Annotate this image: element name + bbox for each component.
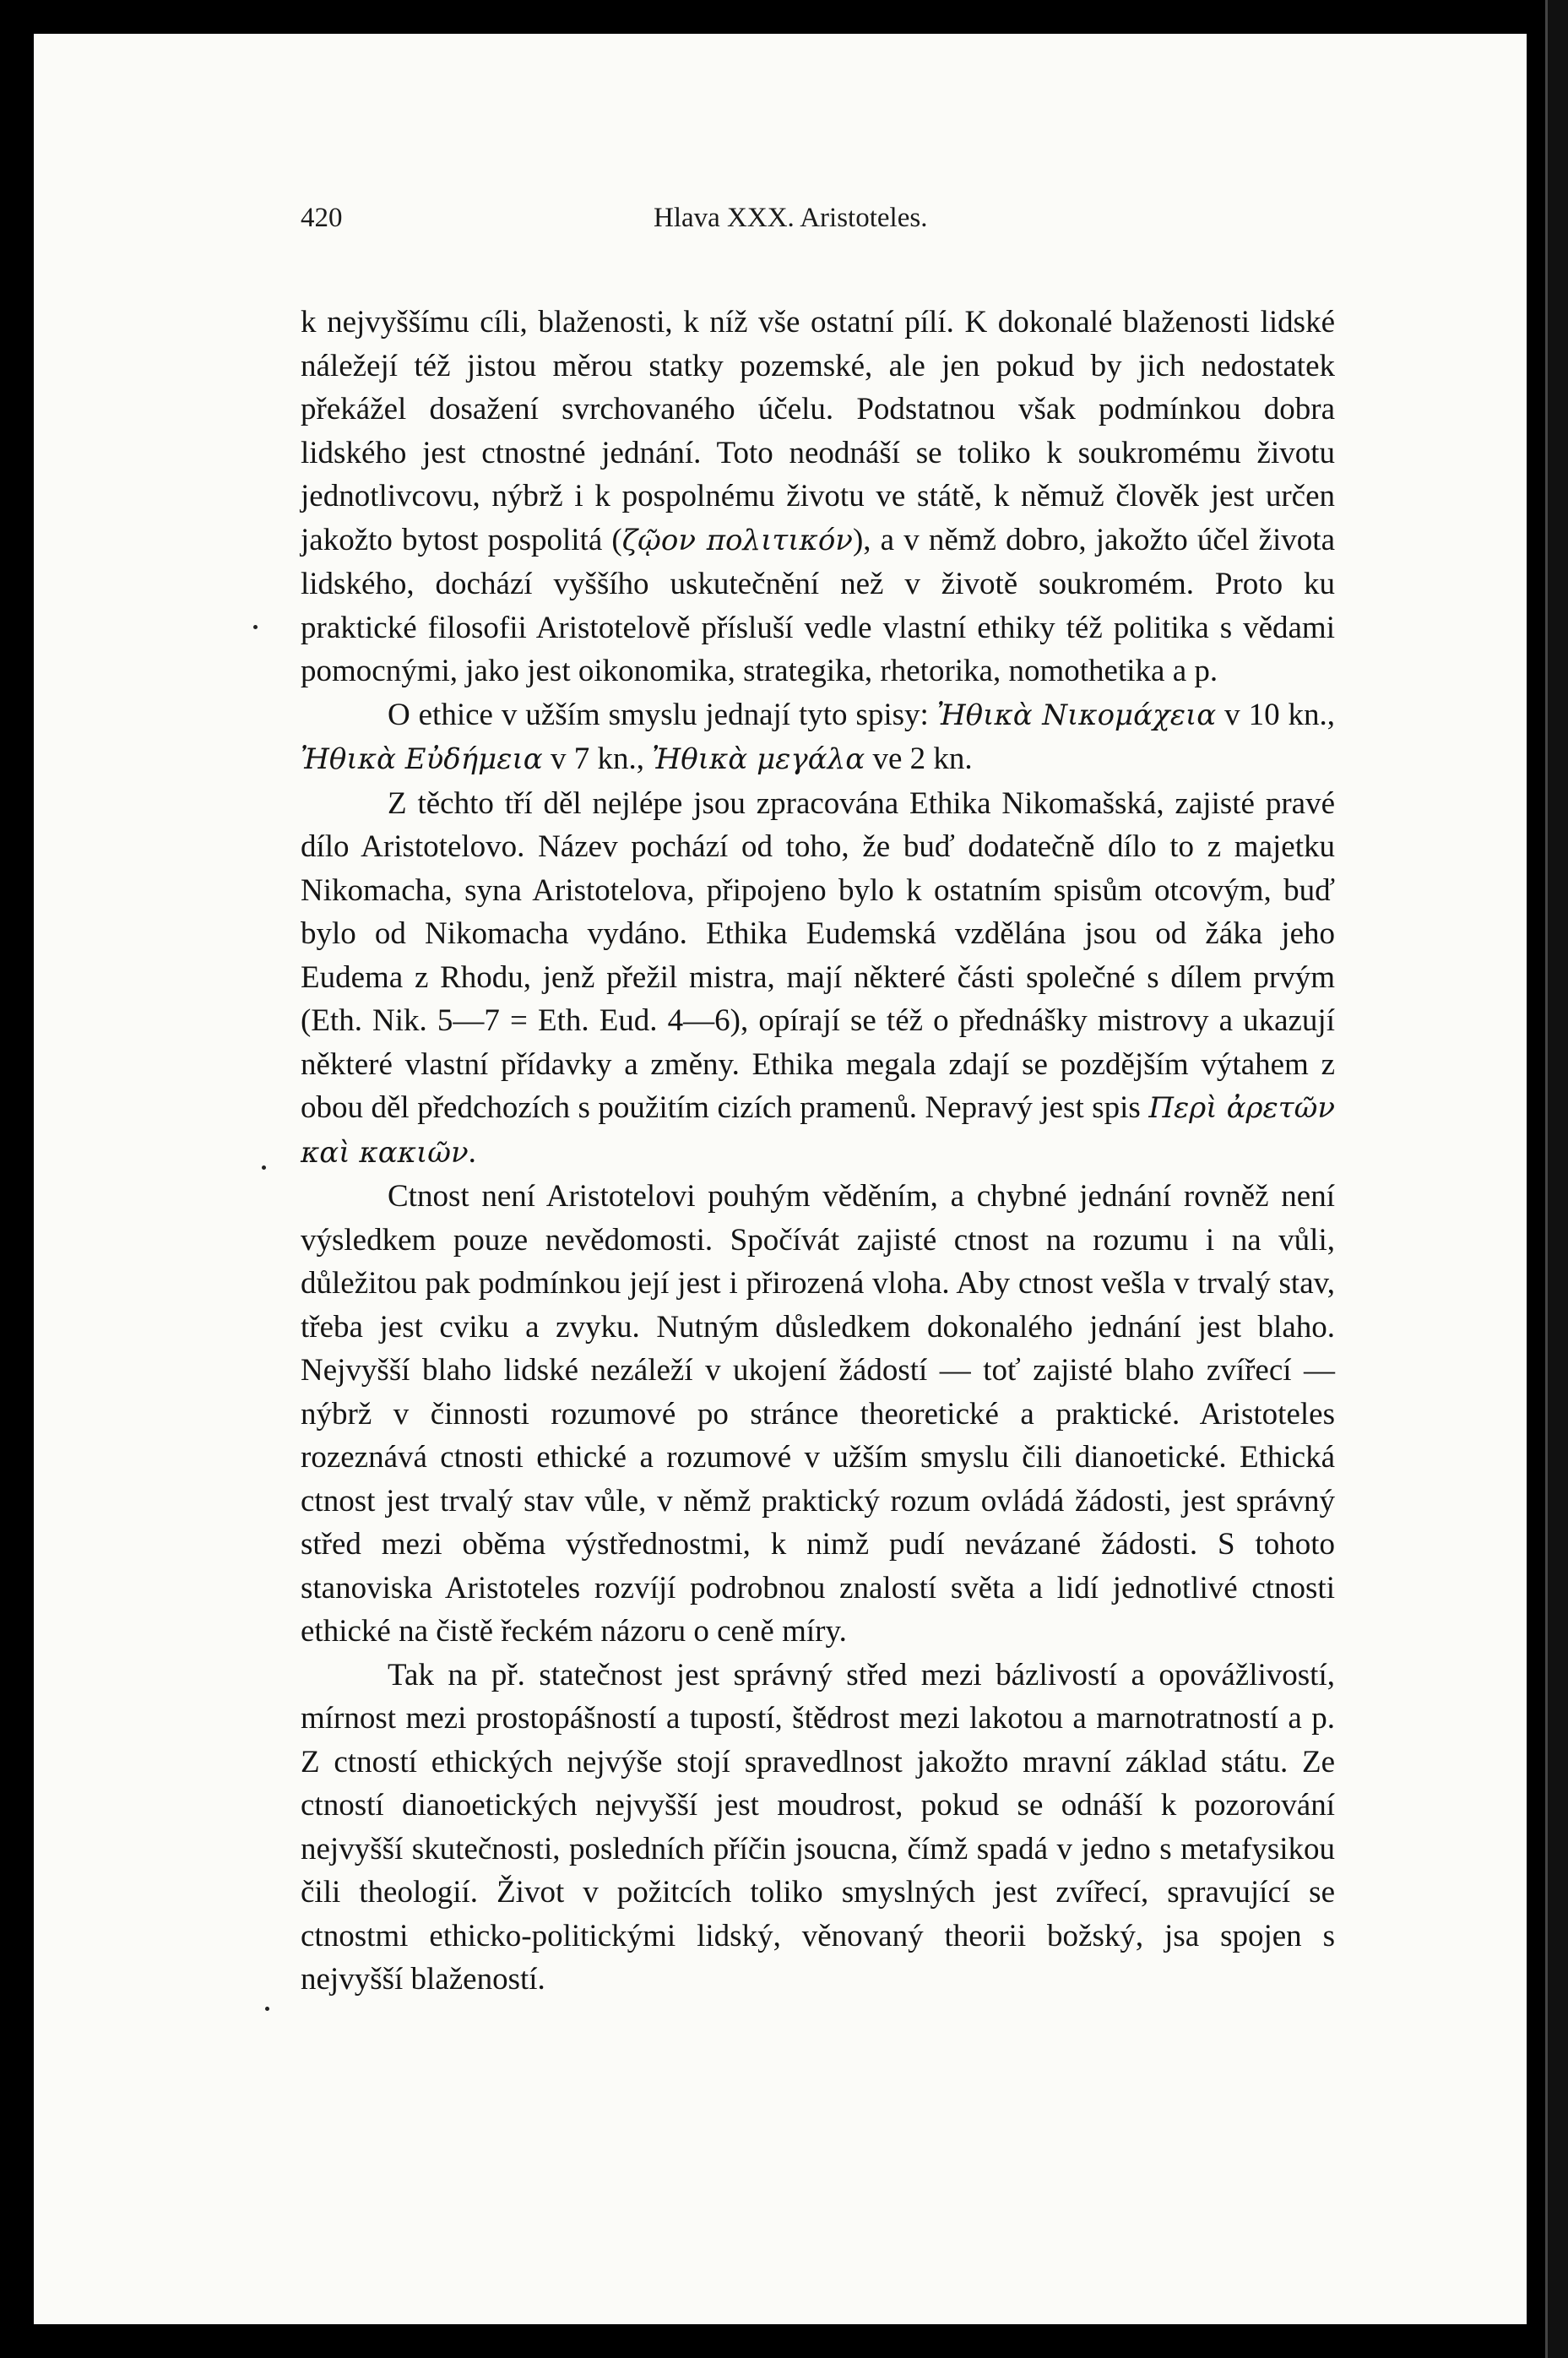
paragraph-text: . xyxy=(468,1134,476,1170)
greek-title: Ἠθικὰ μεγάλα xyxy=(652,742,865,776)
scan-speck xyxy=(265,2007,269,2011)
running-title: Hlava XXX. Aristoteles. xyxy=(654,203,928,233)
paragraph xyxy=(301,1654,1335,2002)
paragraph xyxy=(301,301,1335,693)
paragraph-text: Ctnost není Aristotelovi pouhým věděním, a chybné jednání rovněž není výsledkem pouze nevědomosti. Spočívát zajisté ctnost na rozumu i na vůli, důležitou pak podmínkou její jest i přirozená vloha. Aby ctnost vešla v trvalý stav, třeba jest cviku a zvyku. Nutným důsledkem dokonalého jednání jest blaho. Nejvyšší blaho lidské nezáleží v ukojení žádostí — toť zajisté blaho zvířecí — nýbrž v činnosti rozumové po stránce theoretické a praktické. Aristoteles rozeznává ctnosti ethické a rozumové v užším smyslu čili dianoetické. Ethická ctnost jest trvalý stav vůle, v němž praktický rozum ovládá žádosti, jest správný střed mezi oběma výstřednostmi, k nimž pudí nevázané žádosti. S tohoto stanoviska Aristoteles rozvíjí podrobnou znalostí světa a lidí jednotlivé ctnosti ethické na čistě řeckém názoru o ceně míry. xyxy=(301,1179,1335,1649)
body-text xyxy=(301,301,1335,2002)
scan-edge xyxy=(1545,0,1568,2358)
paragraph-text: v 10 kn., xyxy=(1216,697,1336,732)
paragraph-text: O ethice v užším smyslu jednají tyto spisy: xyxy=(388,697,937,732)
paragraph-text: k nejvyššímu cíli, blaženosti, k níž vše ostatní pílí. K dokonalé blaženosti lidské náležejí též jistou měrou statky pozemské, ale jen pokud by jich nedostatek překážel dosažení svrchovaného účelu. Podstatnou však podmínkou dobra lidského jest ctnostné jednání. Toto neodnáší se toliko k soukromému životu jednotlivcovu, nýbrž i k pospolnému životu ve státě, k němuž člověk jest určen jakožto bytost pospolitá ( xyxy=(301,305,1335,557)
running-head xyxy=(301,203,1001,234)
book-page xyxy=(34,34,1527,2324)
page-number: 420 xyxy=(301,203,343,233)
greek-title: Ἠθικὰ Νικομάχεια xyxy=(936,698,1217,732)
paragraph-text: ve 2 kn. xyxy=(865,742,973,776)
paragraph-text: Z těchto tří děl nejlépe jsou zpracována Ethika Nikomašská, zajisté pravé dílo Aristotelovo. Název pochází od toho, že buď dodatečně dílo to z majetku Nikomacha, syna Aristotelova, připojeno bylo k ostatním spisům otcovým, buď bylo od Nikomacha vydáno. Ethika Eudemská vzdělána jsou od žáka jeho Eudema z Rhodu, jenž přežil mistra, mají některé části společné s dílem prvým (Eth. Nik. 5—7 = Eth. Eud. 4—6), opírají se též o přednášky mistrovy a ukazují některé vlastní přídavky a změny. Ethika megala zdají se pozdějším výtahem z obou děl předchozích s použitím cizích pramenů. Nepravý jest spis xyxy=(301,785,1335,1125)
scan-speck xyxy=(262,1165,266,1170)
paragraph-text: ), a v němž dobro, jakožto účel života lidského, dochází vyššího uskutečnění než v životě soukromém. Proto ku praktické filosofii Aristotelově přísluší vedle vlastní ethiky též politika s vědami pomocnými, jako jest oikonomika, strategika, rhetorika, nomothetika a p. xyxy=(301,522,1335,688)
greek-title: ζῷον πολιτικόν xyxy=(621,523,853,557)
paragraph xyxy=(301,693,1335,782)
paragraph-text: v 7 kn., xyxy=(542,742,653,776)
paragraph xyxy=(301,782,1335,1176)
greek-title: Ἠθικὰ Εὐδήμεια xyxy=(301,742,543,776)
paragraph-text: Tak na př. statečnost jest správný střed mezi bázlivostí a opovážlivostí, mírnost mezi prostopášností a tupostí, štědrost mezi lakotou a marnotratností a p. Z ctností ethických nejvýše stojí spravedlnost jakožto mravní základ státu. Ze ctností dianoetických nejvyšší jest moudrost, pokud se odnáší k pozorování nejvyšší skutečnosti, posledních příčin jsoucna, čímž spadá v jedno s metafysikou čili theologií. Život v požitcích toliko smyslných jest zvířecí, spravující se ctnostmi ethicko-politickými lidský, věnovaný theorii božský, jsa spojen s nejvyšší blažeností. xyxy=(301,1657,1335,1997)
paragraph xyxy=(301,1175,1335,1654)
scan-speck xyxy=(253,625,258,629)
greek-title: Περὶ ἀρετῶν καὶ κακιῶν xyxy=(301,1091,1335,1170)
